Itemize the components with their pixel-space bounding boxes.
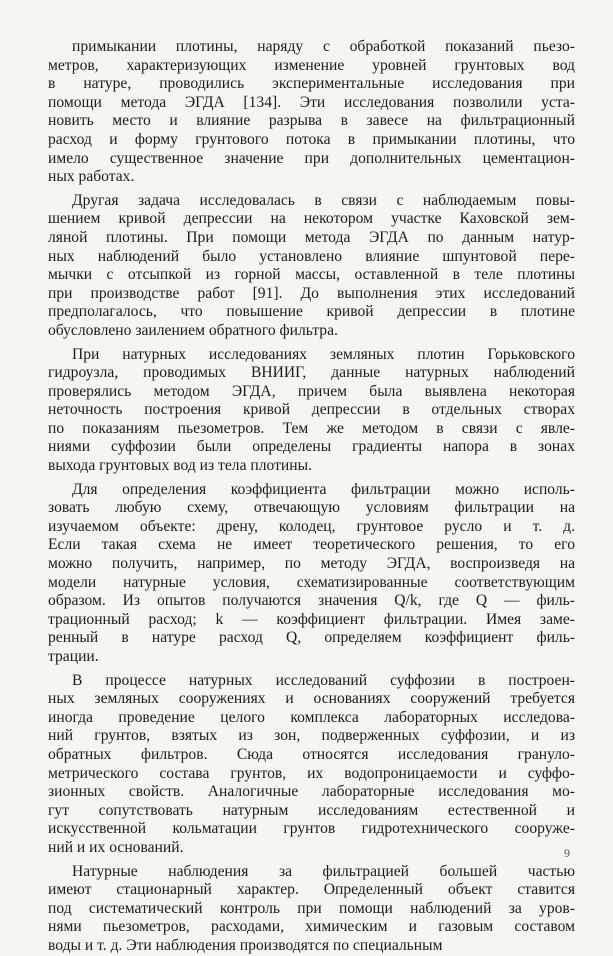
text-line: шением кривой депрессии на некотором участке Каховской зем-: [48, 210, 575, 228]
text-line: модели натурные условия, схематизированные соответствующим: [48, 573, 575, 591]
text-line: обратных фильтров. Сюда относятся исследования грануло-: [48, 745, 575, 763]
text-line: ренный в натуре расход Q, определяем коэффициент филь-: [48, 629, 575, 647]
text-line: Натурные наблюдения за фильтрацией большей частью: [72, 862, 575, 880]
text-line: метрического состава грунтов, их водопроницаемости и суффо-: [48, 764, 575, 782]
text-line: обусловлено заилением обратного фильтра.: [48, 321, 338, 339]
paragraph: [48, 38, 575, 187]
text-line: при производстве работ [91]. До выполнения этих исследований: [48, 284, 575, 302]
text-line: можно получить, например, по методу ЭГДА, воспроизведя на: [48, 555, 575, 573]
text-line: искусственной кольматации грунтов гидротехнического сооруже-: [48, 820, 575, 838]
page-number: 9: [564, 846, 570, 860]
text-line: ных работах.: [48, 168, 135, 186]
text-line: предполагалось, что повышение кривой депрессии в плотине: [48, 303, 575, 321]
text-line: зионных свойств. Аналогичные лабораторные исследования мо-: [48, 783, 575, 801]
text-line: выхода грунтовых вод из тела плотины.: [48, 457, 312, 475]
text-line: в натуре, проводились экспериментальные исследования при: [48, 75, 575, 93]
text-line: новить место и влияние разрыва в завесе на фильтрационный: [48, 112, 575, 130]
text-line: Другая задача исследовалась в связи с наблюдаемым повы-: [72, 191, 575, 209]
text-line: зовать любую схему, отвечающую условиям фильтрации на: [48, 499, 575, 517]
text-line: В процессе натурных исследований суффозии в построен-: [72, 671, 575, 689]
text-line: Если такая схема не имеет теоретического решения, то его: [48, 536, 575, 554]
text-line: примыкании плотины, наряду с обработкой показаний пьезо-: [72, 38, 575, 55]
text-line: образом. Из опытов получаются значения Q/k, где Q — филь-: [48, 592, 575, 610]
text-line: ных земляных сооружениях и основаниях сооружений требуется: [48, 690, 575, 708]
text-line: Для определения коэффициента фильтрации можно исполь-: [72, 480, 575, 498]
paragraph: [48, 863, 575, 956]
text-line: проверялись методом ЭГДА, причем была выявлена некоторая: [48, 382, 575, 400]
text-line: трации.: [48, 648, 99, 665]
paragraph: [48, 481, 575, 667]
text-line: воды и т. д. Эти наблюдения производятся по специальным: [48, 936, 443, 954]
text-line: При натурных исследованиях земляных плотин Горьковского: [72, 345, 575, 363]
text-line: ний и их оснований.: [48, 838, 184, 856]
text-line: ний грунтов, взятых из зон, подверженных суффозии, и из: [48, 727, 575, 745]
text-line: помощи метода ЭГДА [134]. Эти исследования позволили уста-: [48, 93, 575, 111]
text-line: мычки с отсыпкой из горной массы, оставленной в теле плотины: [48, 266, 575, 284]
text-line: неточность построения кривой депрессии в отдельных створах: [48, 401, 575, 419]
text-line: гидроузла, проводимых ВНИИГ, данные натурных наблюдений: [48, 364, 575, 382]
text-line: под систематический контроль при помощи наблюдений за уров-: [48, 899, 575, 917]
text-line: ляной плотины. При помощи метода ЭГДА по данным натур-: [48, 228, 575, 246]
text-line: метров, характеризующих изменение уровней грунтовых вод: [48, 56, 575, 74]
text-line: гут сопутствовать натурным исследованиям естественной и: [48, 801, 575, 819]
text-line: расход и форму грунтового потока в примыкании плотины, что: [48, 130, 575, 148]
body-text: [48, 38, 575, 956]
text-line: изучаемом объекте: дрену, колодец, грунтовое русло и т. д.: [48, 517, 575, 535]
text-line: ных наблюдений было установлено влияние шпунтовой пере-: [48, 247, 575, 265]
text-line: нями пьезометров, расходами, химическим и газовым составом: [48, 918, 575, 936]
paragraph: [48, 192, 575, 341]
paragraph: [48, 672, 575, 858]
text-line: иногда проведение целого комплекса лабораторных исследова-: [48, 708, 575, 726]
text-line: ниями суффозии были определены градиенты напора в зонах: [48, 438, 575, 456]
text-line: трационный расход; k — коэффициент фильтрации. Имея заме-: [48, 610, 575, 628]
text-line: по показаниям пьезометров. Тем же методом в связи с явле-: [48, 419, 575, 437]
paragraph: [48, 346, 575, 476]
text-line: имеют стационарный характер. Определенный объект ставится: [48, 881, 575, 899]
text-line: имело существенное значение при дополнительных цементацион-: [48, 149, 575, 167]
